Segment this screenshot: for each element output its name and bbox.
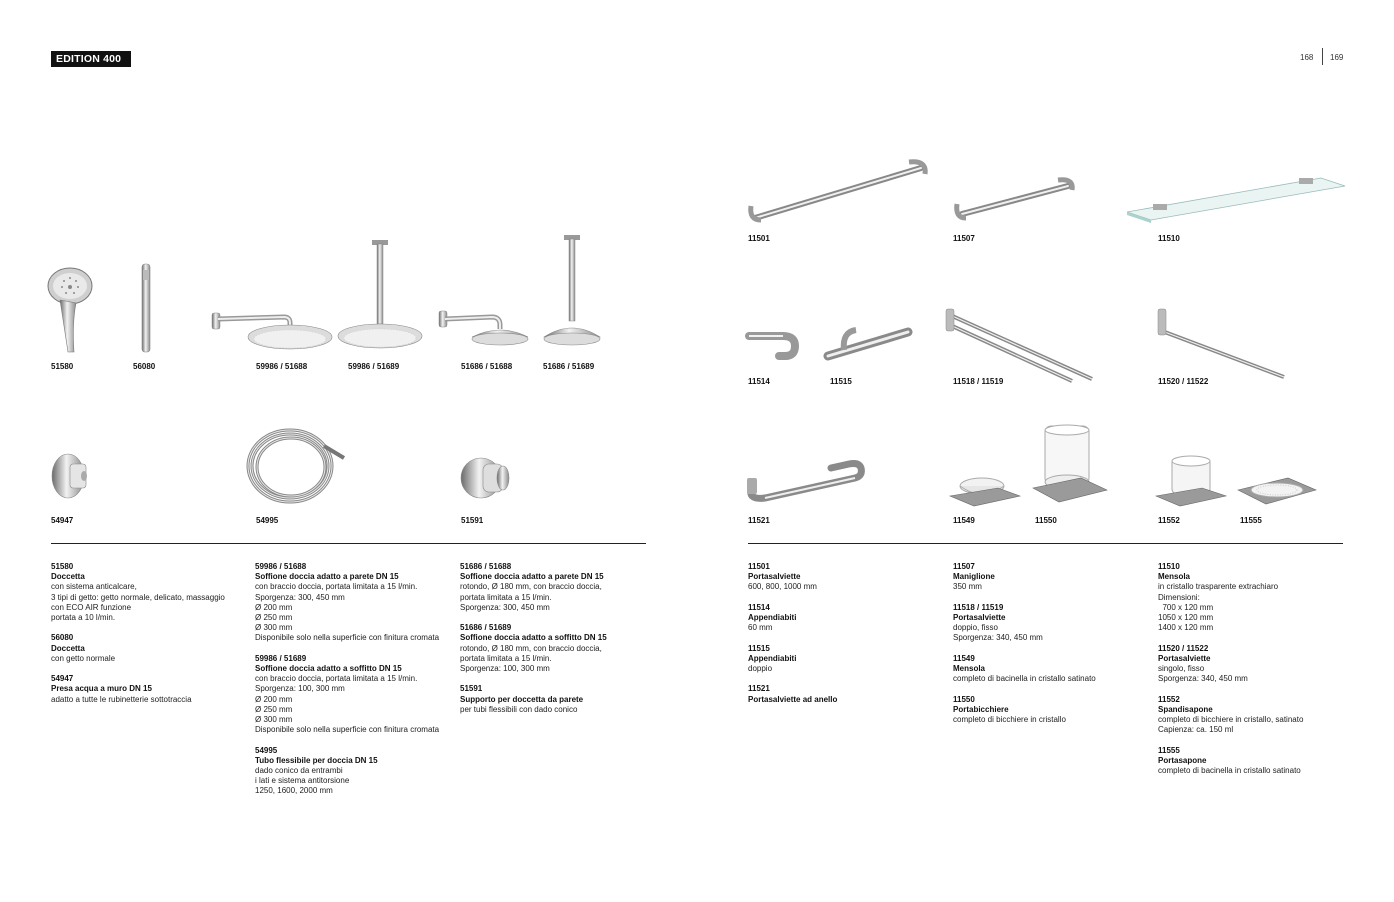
description-title: Soffione doccia adatto a soffitto DN 15 — [255, 664, 402, 674]
description-code: 11501 — [748, 562, 770, 571]
soap-dispenser-11552-image — [1154, 452, 1229, 508]
description-line: 60 mm — [748, 623, 773, 633]
description-entry — [460, 684, 645, 715]
description-line: Sporgenza: 100, 300 mm — [255, 684, 345, 694]
desc-col-5 — [953, 562, 1148, 735]
description-entry — [460, 623, 645, 674]
description-entry — [1158, 746, 1343, 777]
page-number-right: 169 — [1330, 53, 1344, 62]
ceiling-shower-59986-51689-image — [336, 240, 426, 355]
description-title: Soffione doccia adatto a parete DN 15 — [255, 572, 399, 582]
description-line: completo di bicchiere in cristallo — [953, 715, 1066, 724]
description-line: Capienza: ca. 150 ml — [1158, 725, 1234, 735]
description-code: 56080 — [51, 633, 74, 643]
description-line: completo di bacinella in cristallo satinato — [953, 674, 1096, 684]
description-code: 51686 / 51689 — [460, 623, 512, 633]
code-11555: 11555 — [1240, 516, 1262, 525]
code-54995: 54995 — [256, 516, 279, 525]
description-line: Sporgenza: 340, 450 mm — [953, 633, 1043, 643]
wall-outlet-54947-image — [50, 452, 90, 500]
description-line: Sporgenza: 100, 300 mm — [460, 664, 550, 674]
description-title: Tubo flessibile per doccia DN 15 — [255, 755, 378, 765]
code-54947: 54947 — [51, 516, 74, 525]
description-code: 54947 — [51, 674, 74, 684]
description-title: Soffione doccia adatto a soffitto DN 15 — [460, 633, 607, 643]
code-59986-51689: 59986 / 51689 — [348, 362, 400, 371]
towel-rail-11520-11522-image — [1156, 309, 1291, 381]
description-line: portata limitata a 15 l/min. — [460, 592, 552, 602]
description-entry — [255, 654, 455, 736]
code-11501: 11501 — [748, 234, 770, 243]
description-line: portata a 10 l/min. — [51, 613, 116, 623]
description-entry — [953, 603, 1148, 644]
description-line: portata limitata a 15 l/min. — [460, 653, 552, 663]
description-entry — [748, 644, 943, 675]
description-line: dado conico da entrambi — [255, 766, 343, 776]
description-line: con sistema anticalcare, — [51, 582, 137, 592]
description-line: rotondo, Ø 180 mm, con braccio doccia, — [460, 582, 602, 592]
description-code: 11520 / 11522 — [1158, 643, 1209, 653]
description-code: 11507 — [953, 562, 975, 571]
description-title: Mensola — [1158, 572, 1191, 582]
description-entry — [255, 746, 455, 797]
description-entry — [460, 562, 645, 613]
description-title: Appendiabiti — [748, 653, 797, 663]
code-11549: 11549 — [953, 516, 975, 525]
desc-col-1 — [51, 562, 246, 715]
description-entry — [953, 695, 1148, 726]
description-line: in cristallo trasparente extrachiaro — [1158, 582, 1279, 592]
glass-shelf-11510-image — [1125, 172, 1347, 224]
description-title: Soffione doccia adatto a parete DN 15 — [460, 572, 604, 582]
left-divider-rule — [51, 543, 646, 544]
description-code: 11552 — [1158, 694, 1180, 704]
grab-bar-11507-image — [952, 176, 1077, 224]
code-11514: 11514 — [748, 377, 770, 386]
description-entry — [1158, 644, 1343, 685]
description-line: con braccio doccia, portata limitata a 15 l/min. — [255, 674, 418, 684]
description-line: Ø 300 mm — [255, 715, 293, 725]
code-51686-51689: 51686 / 51689 — [543, 362, 595, 371]
description-title: Portasalviette — [1158, 653, 1211, 663]
description-title: Maniglione — [953, 572, 995, 582]
wall-shower-51686-51688-image — [436, 303, 536, 355]
code-51580: 51580 — [51, 362, 74, 371]
code-51591: 51591 — [461, 516, 484, 525]
desc-col-4 — [748, 562, 943, 715]
description-line: Dimensioni: — [1158, 592, 1200, 602]
description-line: con ECO AIR funzione — [51, 602, 132, 612]
description-line: Ø 250 mm — [255, 613, 293, 623]
description-line: completo di bacinella in cristallo satinato — [1158, 766, 1301, 776]
double-towel-rail-11518-11519-image — [946, 309, 1101, 385]
code-11518-11519: 11518 / 11519 — [953, 377, 1004, 386]
code-11521: 11521 — [748, 516, 770, 525]
description-line: Ø 200 mm — [255, 694, 293, 704]
code-51686-51688: 51686 / 51688 — [461, 362, 513, 371]
description-code: 51686 / 51688 — [460, 562, 512, 571]
description-title: Portasalviette — [748, 572, 801, 582]
description-title: Spandisapone — [1158, 704, 1213, 714]
edition-badge: EDITION 400 — [51, 51, 131, 67]
description-entry — [51, 674, 246, 705]
description-title: Portabicchiere — [953, 704, 1009, 714]
description-title: Presa acqua a muro DN 15 — [51, 684, 152, 694]
description-title: Portasapone — [1158, 755, 1207, 765]
tumbler-holder-11550-image — [1031, 424, 1111, 510]
robe-hook-11514-image — [745, 324, 797, 360]
description-line: 1250, 1600, 2000 mm — [255, 786, 333, 796]
description-code: 11514 — [748, 602, 770, 612]
description-title: Portasalviette ad anello — [748, 694, 838, 704]
description-title: Mensola — [953, 664, 986, 673]
description-entry — [51, 633, 246, 664]
code-11552: 11552 — [1158, 516, 1180, 525]
shower-hose-54995-image — [244, 424, 349, 506]
description-entry — [51, 562, 246, 623]
description-line: adatto a tutte le rubinetterie sottotraccia — [51, 694, 192, 704]
description-entry — [1158, 562, 1343, 633]
description-code: 11515 — [748, 643, 770, 653]
code-11550: 11550 — [1035, 516, 1057, 525]
code-11520-11522: 11520 / 11522 — [1158, 377, 1209, 386]
description-line: doppio — [748, 664, 773, 673]
description-line: 700 x 120 mm — [1158, 602, 1214, 612]
description-line: 3 tipi di getto: getto normale, delicato, massaggio — [51, 592, 225, 602]
code-59986-51688: 59986 / 51688 — [256, 362, 308, 371]
description-code: 11555 — [1158, 745, 1180, 755]
description-code: 59986 / 51688 — [255, 562, 307, 571]
description-line: 350 mm — [953, 582, 982, 592]
description-line: 600, 800, 1000 mm — [748, 582, 817, 592]
description-line: per tubi flessibili con dado conico — [460, 704, 578, 714]
description-line: doppio, fisso — [953, 623, 998, 633]
description-line: singolo, fisso — [1158, 664, 1205, 674]
description-title: Portasalviette — [953, 613, 1006, 622]
description-code: 51591 — [460, 684, 483, 694]
description-entry — [748, 603, 943, 634]
shower-holder-51591-image — [459, 452, 519, 502]
description-line: con braccio doccia, portata limitata a 15 l/min. — [255, 582, 418, 592]
hand-shower-56080-image — [139, 264, 153, 354]
soap-dish-11555-image — [1236, 472, 1318, 510]
description-title: Appendiabiti — [748, 613, 797, 622]
right-divider-rule — [748, 543, 1343, 544]
description-code: 11550 — [953, 694, 975, 704]
description-line: completo di bicchiere in cristallo, satinato — [1158, 715, 1304, 725]
description-code: 11521 — [748, 684, 770, 694]
description-line: Sporgenza: 340, 450 mm — [1158, 674, 1248, 684]
desc-col-3 — [460, 562, 645, 725]
description-entry — [1158, 695, 1343, 736]
description-code: 51580 — [51, 562, 74, 571]
hand-shower-51580-image — [46, 266, 96, 354]
description-code: 11549 — [953, 653, 975, 663]
description-line: con getto normale — [51, 653, 116, 663]
description-line: Disponibile solo nella superficie con finitura cromata — [255, 633, 440, 643]
page-number-divider — [1322, 48, 1323, 65]
description-entry — [748, 562, 943, 593]
description-entry — [953, 654, 1148, 685]
description-line: Ø 250 mm — [255, 704, 293, 714]
desc-col-2 — [255, 562, 455, 807]
description-title: Doccetta — [51, 643, 85, 653]
code-11510: 11510 — [1158, 234, 1180, 243]
page-number-left: 168 — [1300, 53, 1314, 62]
description-line: 1050 x 120 mm — [1158, 613, 1214, 623]
code-11515: 11515 — [830, 377, 852, 386]
description-line: Sporgenza: 300, 450 mm — [460, 602, 550, 612]
code-11507: 11507 — [953, 234, 975, 243]
description-title: Doccetta — [51, 572, 85, 582]
towel-ring-11521-image — [745, 454, 865, 506]
code-56080: 56080 — [133, 362, 156, 371]
description-code: 11510 — [1158, 562, 1180, 571]
description-title: Supporto per doccetta da parete — [460, 694, 584, 704]
description-line: Sporgenza: 300, 450 mm — [255, 592, 345, 602]
soap-shelf-11549-image — [948, 468, 1023, 508]
towel-rail-11501-image — [745, 156, 930, 226]
description-code: 54995 — [255, 745, 278, 755]
description-line: i lati e sistema antitorsione — [255, 776, 350, 786]
double-hook-11515-image — [822, 320, 917, 366]
description-line: Ø 300 mm — [255, 623, 293, 633]
desc-col-6 — [1158, 562, 1343, 786]
description-line: Disponibile solo nella superficie con finitura cromata — [255, 725, 440, 735]
description-code: 11518 / 11519 — [953, 602, 1004, 612]
description-entry — [255, 562, 455, 644]
ceiling-shower-51686-51689-image — [538, 235, 608, 355]
description-line: rotondo, Ø 180 mm, con braccio doccia, — [460, 643, 602, 653]
description-line: Ø 200 mm — [255, 602, 293, 612]
description-entry — [748, 684, 943, 704]
wall-shower-59986-51688-image — [206, 293, 331, 355]
description-code: 59986 / 51689 — [255, 653, 307, 663]
description-entry — [953, 562, 1148, 593]
description-line: 1400 x 120 mm — [1158, 623, 1214, 633]
